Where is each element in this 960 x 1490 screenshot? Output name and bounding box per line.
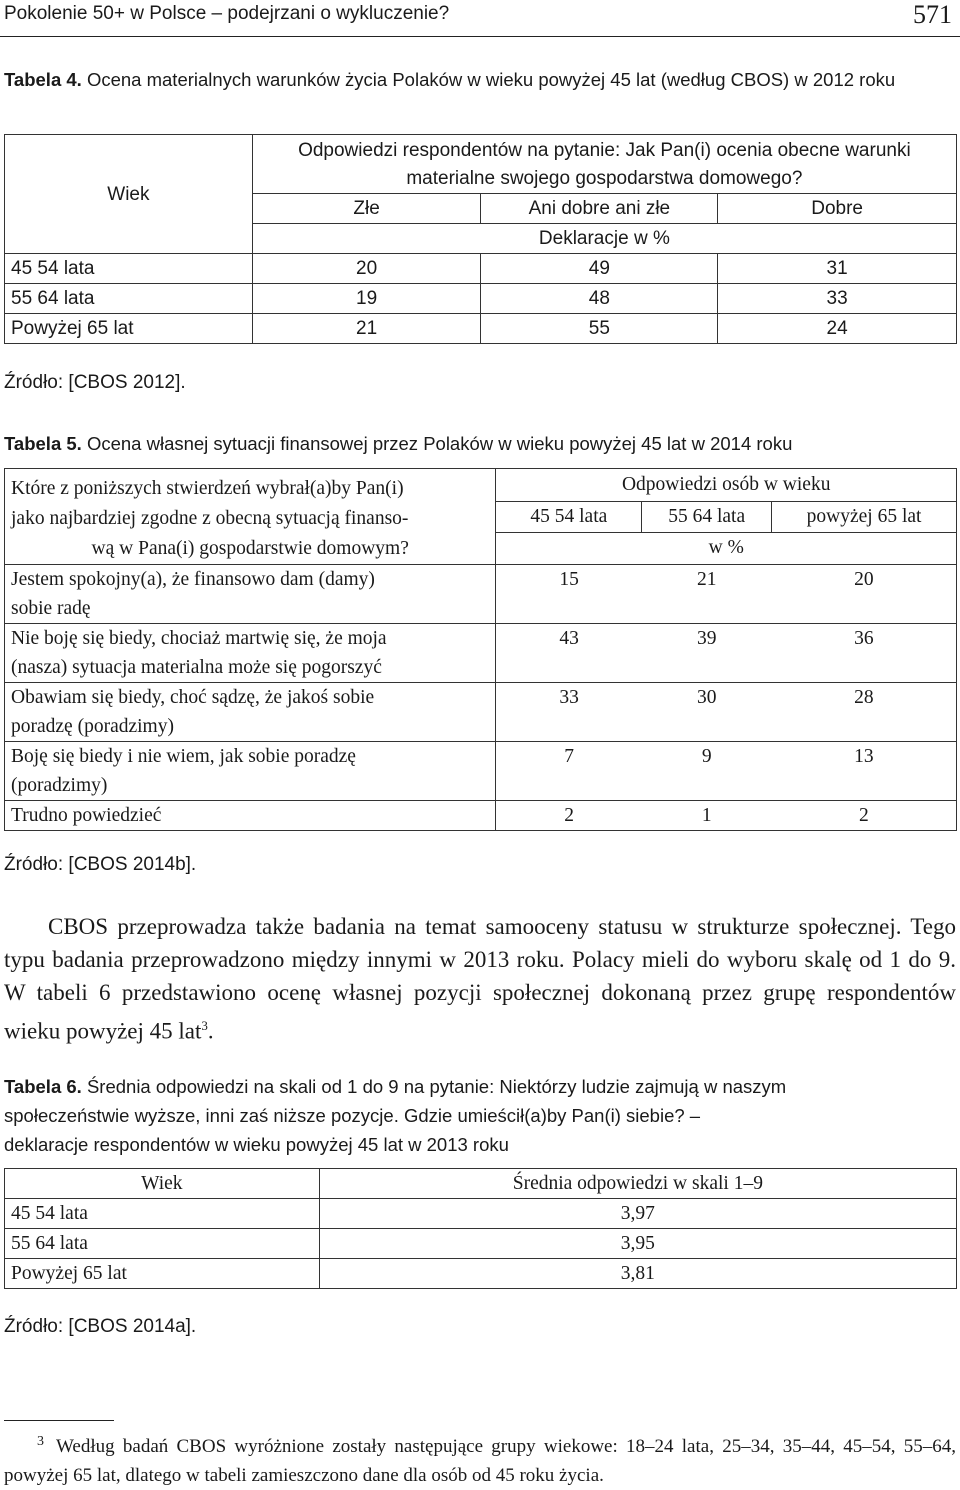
t4-cell: 24 xyxy=(718,314,957,344)
t4-cell: 31 xyxy=(718,254,957,284)
t5-statement xyxy=(5,683,496,742)
t4-cell: 49 xyxy=(481,254,718,284)
t6-col-age: Wiek xyxy=(5,1169,320,1199)
t5-question xyxy=(5,469,496,565)
table6-caption-line: Średnia odpowiedzi na skali od 1 do 9 na pytanie: Niektórzy ludzie zajmują w naszym xyxy=(86,1076,787,1097)
table6-caption xyxy=(4,1072,956,1159)
table6-caption-line: społeczeństwie wyższe, inni zaś niższe pozycje. Gdzie umieścił(a)by Pan(i) siebie? – xyxy=(4,1105,701,1126)
t6-row-age: 55 64 lata xyxy=(5,1229,320,1259)
t5-answers-header: Odpowiedzi osób w wieku xyxy=(496,469,957,502)
t4-age-header: Wiek xyxy=(5,135,253,254)
t5-statement-line: Jestem spokojny(a), że finansowo dam (damy) xyxy=(11,569,375,590)
footnote-number: 3 xyxy=(37,1434,44,1449)
t4-row-age: 55 64 lata xyxy=(5,284,253,314)
t5-cell: 28 xyxy=(772,683,957,742)
footnote xyxy=(4,1432,956,1490)
table5-caption-text: Ocena własnej sytuacji finansowej przez Polaków w wieku powyżej 45 lat w 2014 roku xyxy=(86,433,793,454)
t6-cell: 3,81 xyxy=(319,1259,956,1289)
page-number: 571 xyxy=(913,0,952,29)
table5 xyxy=(4,468,957,831)
t5-cell: 9 xyxy=(642,742,772,801)
t5-question-line: jako najbardziej zgodne z obecną sytuacją finanso- xyxy=(11,508,409,529)
t6-cell: 3,97 xyxy=(319,1199,956,1229)
table6-caption-line: deklaracje respondentów w wieku powyżej 45 lat w 2013 roku xyxy=(4,1134,509,1155)
table4-caption xyxy=(4,64,956,95)
table6-label: Tabela 6. xyxy=(4,1076,82,1097)
t5-cell: 20 xyxy=(772,565,957,624)
t4-cell: 48 xyxy=(481,284,718,314)
table6-source: Źródło: [CBOS 2014a]. xyxy=(4,1316,197,1337)
t5-cell: 43 xyxy=(496,624,642,683)
paragraph-end: . xyxy=(207,1018,214,1044)
table-row xyxy=(5,1229,957,1259)
t5-statement xyxy=(5,565,496,624)
table-row xyxy=(5,254,957,284)
t5-cell: 21 xyxy=(642,565,772,624)
t5-cell: 2 xyxy=(496,801,642,831)
t5-statement-line: Nie boję się biedy, chociaż martwię się, że moja xyxy=(11,628,387,649)
t5-col-55-64: 55 64 lata xyxy=(642,501,772,533)
header-rule xyxy=(0,36,960,37)
t4-unit: Deklaracje w % xyxy=(252,224,956,254)
t4-cell: 21 xyxy=(252,314,481,344)
table-row xyxy=(5,284,957,314)
table-row xyxy=(5,624,957,683)
table5-source: Źródło: [CBOS 2014b]. xyxy=(4,854,197,875)
t4-row-age: 45 54 lata xyxy=(5,254,253,284)
t5-cell: 33 xyxy=(496,683,642,742)
table-row xyxy=(5,683,957,742)
t5-cell: 7 xyxy=(496,742,642,801)
t4-col-neutral: Ani dobre ani złe xyxy=(481,194,718,224)
table-row xyxy=(5,565,957,624)
t4-col-bad: Złe xyxy=(252,194,481,224)
t5-cell: 15 xyxy=(496,565,642,624)
t5-cell: 30 xyxy=(642,683,772,742)
t6-row-age: 45 54 lata xyxy=(5,1199,320,1229)
t5-statement-line: (poradzimy) xyxy=(11,775,108,796)
t4-question: Odpowiedzi respondentów na pytanie: Jak Pan(i) ocenia obecne warunki materialne swojego gospodarstwa domowego? xyxy=(252,135,956,194)
t6-row-age: Powyżej 65 lat xyxy=(5,1259,320,1289)
t6-col-mean: Średnia odpowiedzi w skali 1–9 xyxy=(319,1169,956,1199)
t5-statement xyxy=(5,742,496,801)
t5-statement-line: Obawiam się biedy, choć sądzę, że jakoś sobie xyxy=(11,687,375,708)
t5-cell: 13 xyxy=(772,742,957,801)
paragraph-text: CBOS przeprowadza także badania na temat samooceny statusu w strukturze społecznej. Tego typu badania przeprowadzono między innymi w 2013 roku. Polacy mieli do wyboru skalę od 1 do 9. W tabeli 6 przedstawiono ocenę własnej pozycji społecznej dokonaną przez grupę respondentów wieku powyżej 45 lat xyxy=(4,914,956,1044)
footnote-ref: 3 xyxy=(201,1018,208,1033)
table5-label: Tabela 5. xyxy=(4,433,82,454)
footnote-rule xyxy=(4,1420,114,1421)
t5-cell: 39 xyxy=(642,624,772,683)
running-header xyxy=(4,0,956,31)
t5-unit: w % xyxy=(496,533,957,565)
body-paragraph xyxy=(4,910,956,1048)
t4-row-age: Powyżej 65 lat xyxy=(5,314,253,344)
t4-cell: 20 xyxy=(252,254,481,284)
t5-statement xyxy=(5,801,496,831)
table-row xyxy=(5,1199,957,1229)
footnote-text: Według badań CBOS wyróżnione zostały następujące grupy wiekowe: 18–24 lata, 25–34, 35–44, 45–54, 55–64, powyżej 65 lat, dlatego w tabeli zamieszczono dane dla osób od 45 roku życia. xyxy=(4,1436,956,1486)
t5-statement-line: (nasza) sytuacja materialna może się pogorszyć xyxy=(11,657,382,678)
table-row xyxy=(5,1259,957,1289)
t5-statement-line: poradzę (poradzimy) xyxy=(11,716,174,737)
table-row xyxy=(5,742,957,801)
table4-label: Tabela 4. xyxy=(4,69,82,90)
t5-question-line: Które z poniższych stwierdzeń wybrał(a)by Pan(i) xyxy=(11,478,404,499)
t5-statement-line: Boję się biedy i nie wiem, jak sobie poradzę xyxy=(11,746,356,767)
t5-question-line: wą w Pana(i) gospodarstwie domowym? xyxy=(91,538,409,559)
t4-cell: 19 xyxy=(252,284,481,314)
table5-caption xyxy=(4,428,792,459)
t5-cell: 36 xyxy=(772,624,957,683)
t5-col-45-54: 45 54 lata xyxy=(496,501,642,533)
t4-cell: 55 xyxy=(481,314,718,344)
t5-statement-line: Trudno powiedzieć xyxy=(11,805,162,826)
book-title: Pokolenie 50+ w Polsce – podejrzani o wykluczenie? xyxy=(4,3,450,24)
table4-source: Źródło: [CBOS 2012]. xyxy=(4,372,186,393)
table4 xyxy=(4,134,957,344)
table-row xyxy=(5,801,957,831)
table6 xyxy=(4,1168,957,1289)
t5-statement-line: sobie radę xyxy=(11,598,91,619)
t5-cell: 1 xyxy=(642,801,772,831)
t5-cell: 2 xyxy=(772,801,957,831)
table4-caption-text: Ocena materialnych warunków życia Polaków w wieku powyżej 45 lat (według CBOS) w 2012 roku xyxy=(86,69,896,90)
t4-cell: 33 xyxy=(718,284,957,314)
t5-statement xyxy=(5,624,496,683)
t5-col-65-plus: powyżej 65 lat xyxy=(772,501,957,533)
t4-col-good: Dobre xyxy=(718,194,957,224)
t6-cell: 3,95 xyxy=(319,1229,956,1259)
table-row xyxy=(5,314,957,344)
